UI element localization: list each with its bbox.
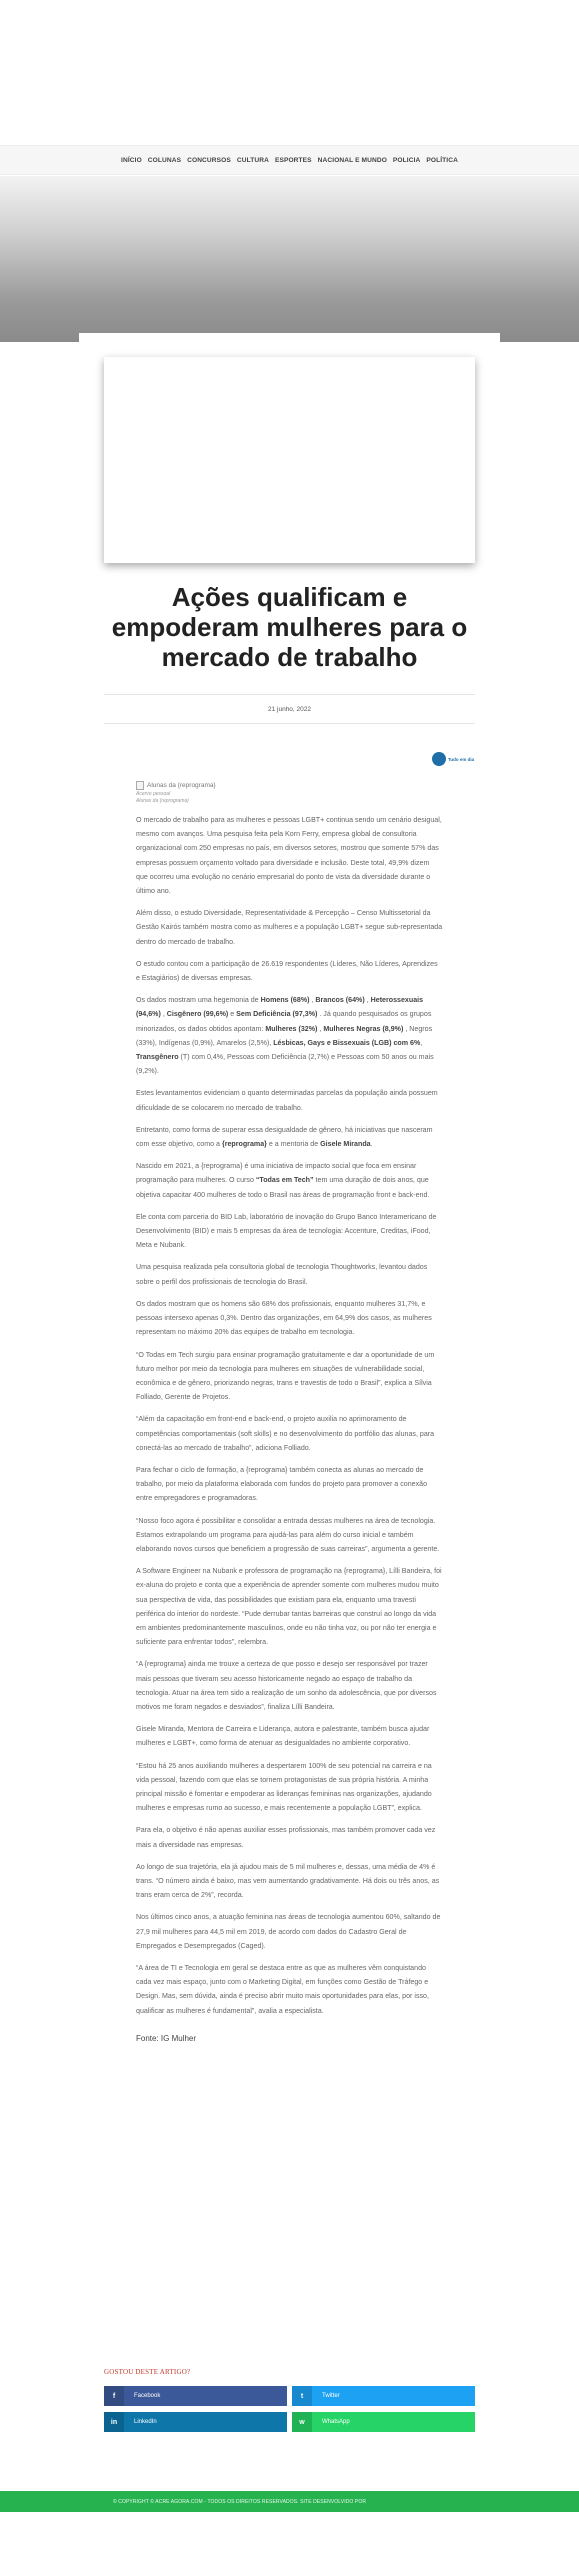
badge-text: Tudo em dia bbox=[448, 756, 475, 762]
broken-image-icon bbox=[136, 781, 144, 790]
twitter-icon: t bbox=[292, 2386, 312, 2406]
nav-item-concursos[interactable]: CONCURSOS bbox=[187, 156, 231, 164]
post-date: 21 junho, 2022 bbox=[267, 705, 311, 713]
share-twitter-label: Twitter bbox=[322, 2393, 340, 2399]
nav-item-colunas[interactable]: COLUNAS bbox=[147, 156, 182, 164]
featured-image bbox=[104, 357, 475, 563]
paragraph: Ao longo de sua trajetória, ela já ajudou mais de 5 mil mulheres e, dessas, uma média de 4% é trans. “O número ainda é baixo, mas vem aumentando gradativamente. Há dois ou três anos, as trans eram cerca de 2%”, recorda. bbox=[136, 1862, 440, 1900]
main-navigation bbox=[0, 145, 579, 175]
paragraph: Os dados mostram que os homens são 68% dos profissionais, enquanto mulheres 31,7%, e pessoas intersexo apenas 0,3%. Dentro das organizações, em 64,9% dos casos, as mulheres representam no máximo 20% das equipes de trabalho em tecnologia. bbox=[136, 1299, 432, 1337]
paragraph: Além disso, o estudo Diversidade, Representatividade & Percepção – Censo Multissetorial da Gestão Kairós também mostra como as mulheres e a população LGBT+ segue sub-representada dentro do mercado de trabalho. bbox=[136, 909, 443, 946]
share-facebook-label: Facebook bbox=[134, 2393, 161, 2399]
paragraph: Para ela, o objetivo é não apenas auxiliar esses profissionais, mas também promover cada vez mais a diversidade nas empresas. bbox=[136, 1826, 436, 1849]
nav-item-esportes[interactable]: ESPORTES bbox=[274, 156, 312, 164]
top-blank-area bbox=[0, 0, 579, 145]
share-whatsapp-label: WhatsApp bbox=[322, 2419, 350, 2425]
article-body bbox=[136, 780, 443, 2046]
post-meta bbox=[104, 694, 475, 724]
paragraph-statistics: Os dados mostram uma hegemonia de Homens (68%) , Brancos (64%) , Heterossexuais (94,6%) , Cisgênero (99,6%) e Sem Deficiência (97,3%) . Já quando pesquisados os grupos minorizados, os dados obtidos apontam: Mulheres (32%) , Mulheres Negras (8,9%) , Negros (33%), Indígenas (0,9%), Amarelos (2,5%), Lésbicas, Gays e Bissexuais (LGB) com 6%, Transgênero (T) com 0,4%, Pessoas com Deficiência (2,7%) e Pessoas com 50 anos ou mais (9,2%). bbox=[136, 996, 434, 1076]
hero-background bbox=[0, 176, 579, 342]
paragraph: “Além da capacitação em front-end e back-end, o projeto auxilia no aprimoramento de competências comportamentais (soft skills) e no desenvolvimento do portfólio das alunas, para conectá-las ao mercado de trabalho”, adiciona Folliado. bbox=[136, 1415, 435, 1452]
nav-item-politica[interactable]: POLÍTICA bbox=[426, 156, 458, 164]
image-caption: Alunas da {reprograma} bbox=[136, 798, 189, 804]
article-source: Fonte: IG Mulher bbox=[136, 2033, 197, 2043]
nav-item-inicio[interactable]: INÍCIO bbox=[121, 156, 142, 164]
paragraph: Ele conta com parceria do BID Lab, laboratório de inovação do Grupo Banco Interamericano de Desenvolvimento (BID) e mais 5 empresas da área de tecnologia: Accenture, Creditas, iFood, Meta e Nubank. bbox=[136, 1212, 437, 1250]
nav-item-cultura[interactable]: CULTURA bbox=[236, 156, 269, 164]
paragraph: Uma pesquisa realizada pela consultoria global de tecnologia Thoughtworks, levantou dados sobre o perfil dos profissionais de tecnologia do Brasil. bbox=[136, 1263, 428, 1286]
linkedin-icon: in bbox=[104, 2412, 124, 2432]
copyright-text: © COPYRIGHT © ACRE AGORA.COM - TODOS OS DIREITOS RESERVADOS. SITE DESENVOLVIDO POR bbox=[113, 2498, 367, 2505]
share-heading: GOSTOU DESTE ARTIGO? bbox=[104, 2368, 191, 2376]
paragraph: “A {reprograma} ainda me trouxe a certeza de que posso e desejo ser responsável por trazer mais pessoas que tiveram seu acesso historicamente negado ao espaço de trabalho da tecnologia. Atuar na área tem sido a realização de um sonho da adolescência, que por diversos motivos me foram negados e desviados”, finaliza Lílli Bandeira. bbox=[136, 1660, 437, 1711]
site-footer bbox=[0, 2491, 579, 2512]
paragraph: Nos últimos cinco anos, a atuação feminina nas áreas de tecnologia aumentou 60%, saltando de 27,9 mil mulheres para 44,5 mil em 2019, de acordo com dados do Cadastro Geral de Empregados e Desempregados (Caged). bbox=[136, 1913, 441, 1950]
paragraph: A Software Engineer na Nubank e professora de programação na {reprograma}, Lílli Bandeira, foi ex-aluna do projeto e conta que a experiência de aprender somente com mulheres mudou muito sua perspectiva de vida, das possibilidades que existiam para ela, enquanto uma travesti periférica do interior do nordeste. “Pude derrubar tantas barreiras que construí ao longo da vida em ambientes predominantemente masculinos, onde eu não tinha voz, ou por não ter energia e suficiente para enfrentar todos”, relembra. bbox=[136, 1567, 442, 1647]
facebook-icon: f bbox=[104, 2386, 124, 2406]
paragraph: “Nosso foco agora é possibilitar e consolidar a entrada dessas mulheres na área de tecnologia. Estamos extrapolando um programa para ajudá-las para além do curso inicial e também elaborando novos cursos que beneficiem a progressão de suas carreiras”, argumenta a gerente. bbox=[136, 1516, 440, 1553]
share-linkedin-button[interactable] bbox=[104, 2412, 287, 2432]
whatsapp-icon: w bbox=[292, 2412, 312, 2432]
nav-item-nacional-e-mundo[interactable]: NACIONAL E MUNDO bbox=[317, 156, 387, 164]
paragraph: “A área de TI e Tecnologia em geral se destaca entre as que as mulheres vêm conquistando cada vez mais espaço, junto com o Marketing Digital, em funções como Gestão de Tráfego e Design. Mas, sem dúvida, ainda é preciso abrir muito mais oportunidades para elas, por isso, qualificar as mulheres é fundamental”, avalia a especialista. bbox=[136, 1964, 429, 2015]
paragraph: Gisele Miranda, Mentora de Carreira e Liderança, autora e palestrante, também busca ajudar mulheres e LGBT+, como forma de atenuar as desigualdades no ambiente corporativo. bbox=[136, 1725, 430, 1748]
page-title: Ações qualificam e empoderam mulheres para o mercado de trabalho bbox=[111, 582, 468, 672]
paragraph: O mercado de trabalho para as mulheres e pessoas LGBT+ continua sendo um cenário desigual, mesmo com avanços. Uma pesquisa feita pela Korn Ferry, empresa global de consultoria organizacional com 250 empresas no país, em diversos setores, mostrou que somente 57% das empresas possuem orçamento voltado para diversidade e inclusão. Deste total, 49,9% dizem que ocorreu uma evolução no cenário empresarial do ponto de vista da diversidade durante o último ano. bbox=[136, 816, 442, 896]
paragraph: O estudo contou com a participação de 26.619 respondentes (Líderes, Não Líderes, Aprendizes e Estagiários) de diversas empresas. bbox=[136, 959, 438, 983]
image-credit: Acervo pessoal bbox=[136, 791, 171, 797]
paragraph-initiatives: Entretanto, como forma de superar essa desigualdade de gênero, há iniciativas que nasceram com esse objetivo, como a {reprograma} e a mentoria de Gisele Miranda. bbox=[136, 1125, 433, 1149]
share-linkedin-label: LinkedIn bbox=[134, 2419, 157, 2425]
badge-circle-icon bbox=[432, 752, 446, 766]
share-facebook-button[interactable] bbox=[104, 2386, 287, 2406]
share-twitter-button[interactable] bbox=[292, 2386, 475, 2406]
tudo-em-dia-badge[interactable] bbox=[432, 750, 476, 768]
paragraph: Para fechar o ciclo de formação, a {reprograma} também conecta as alunas ao mercado de trabalho, por meio da plataforma elaborada com fundos do projeto para promover a conexão entre empregadores e programadoras. bbox=[136, 1465, 428, 1503]
paragraph-course: Nascido em 2021, a {reprograma} é uma iniciativa de impacto social que foca em ensinar programação para mulheres. O curso “Todas em Tech” tem uma duração de dois anos, que objetiva capacitar 400 mulheres de todo o Brasil nas áreas de programação front e back-end. bbox=[136, 1162, 430, 1199]
paragraph: “Estou há 25 anos auxiliando mulheres a despertarem 100% de seu potencial na carreira e na vida pessoal, fazendo com que elas se tornem protagonistas de sua própria história. A minha principal missão é fomentar e empoderar as lideranças femininas nas organizações, ajudando mulheres e empresas rumo ao sucesso, e mais recentemente a população LGBT”, explica. bbox=[136, 1761, 432, 1813]
image-alt-text: Alunas da {reprograma} bbox=[147, 782, 216, 789]
article-image bbox=[136, 780, 443, 791]
paragraph: “O Todas em Tech surgiu para ensinar programação gratuitamente e dar a oportunidade de um futuro melhor por meio da tecnologia para mulheres em situações de vulnerabilidade social, econômica e de gênero, priorizando negras, trans e travestis de todo o Brasil”, explica a Sílvia Folliado, Gerente de Projetos. bbox=[136, 1350, 435, 1402]
share-whatsapp-button[interactable] bbox=[292, 2412, 475, 2432]
nav-item-policia[interactable]: POLICIA bbox=[392, 156, 421, 164]
paragraph: Estes levantamentos evidenciam o quanto determinadas parcelas da população ainda possuem dificuldade de se colocarem no mercado de trabalho. bbox=[136, 1089, 438, 1112]
